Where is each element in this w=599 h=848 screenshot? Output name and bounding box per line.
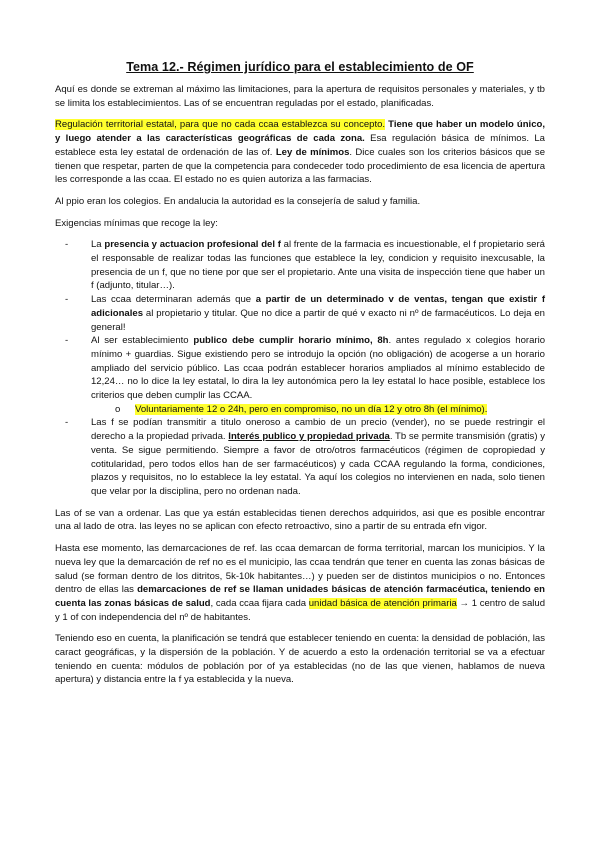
document-title: Tema 12.- Régimen jurídico para el establecimiento de OF xyxy=(126,60,474,74)
text-run: Al ser establecimiento xyxy=(91,335,189,347)
list-item xyxy=(55,334,545,416)
highlighted-text: Regulación territorial estatal, para que no cada ccaa establezca su concepto. xyxy=(55,119,386,131)
text-run: al propietario y titular. Que no dice a partir de qué v exacto ni nº de farmacéuticos. Lo deja en general! xyxy=(91,307,545,333)
paragraph-ordenar: Las of se van a ordenar. Las que ya están establecidas tienen derechos adquiridos, asi que es posible encontrar una al lado de otra. las leyes no se aplican con efecto retroactivo, sino a partir de su entrada efn vigor. xyxy=(55,507,545,533)
text-run: , cada ccaa fijara cada xyxy=(210,597,307,609)
bold-text: publico debe cumplir horario mínimo, 8h xyxy=(193,335,389,347)
bold-text: presencia y actuacion profesional del f xyxy=(104,239,281,251)
document-page xyxy=(55,60,545,695)
list-item xyxy=(55,293,545,334)
text-run: Hasta ese momento, las demarcaciones de ref. las ccaa demarcan de forma territorial, marcan los municipios. Y la nueva ley que la demarcación de ref no es el municipio, las ccaa tendrán que tener en cuenta las zonas básicas de salud (se forman dentro de los ditritos, 5k-10k habitantes…) y pueden ser de distintos municipios o no. Entonces dentro de ellas las xyxy=(55,543,545,596)
highlighted-text: unidad básica de atención primaria xyxy=(308,597,457,609)
highlighted-text: Voluntariamente 12 o 24h, pero en compromiso, no un día 12 y otro 8h (el mínimo). xyxy=(135,403,488,415)
bold-text: demarcaciones de ref se llaman unidades básicas de atención farmacéutica, teniendo en cuenta las zonas básicas de salud xyxy=(55,584,546,609)
paragraph-colegios: Al ppio eran los colegios. En andalucia la autoridad es la consejería de salud y familia. xyxy=(55,195,421,207)
text-run: . antes regulado x colegios horario mínimo + guardias. Sigue existiendo pero se introdujo la opción (no obligación) de acogerse a un horario ampliado del servicio público. Las ccaa podrán establecer horarios ampliados al mínimo establecido de 12,24… no lo dice la ley estatal, lo dira la ley autonómica pero la ley estatal lo hace posible, establece los criterios que deben cumplir las CCAA. xyxy=(91,335,546,402)
text-run: Las ccaa determinaran además que xyxy=(91,294,252,306)
paragraph-demarcaciones xyxy=(55,542,545,624)
paragraph-intro: Aquí es donde se extreman al máximo las limitaciones, para la apertura de requisitos personales y materiales, y tb se limita los establecimientos. Las of se encuentran reguladas por el estado, planificadas. xyxy=(55,84,545,109)
bold-text: a partir de un determinado v de ventas, tengan que existir f adicionales xyxy=(91,294,546,319)
list-item xyxy=(55,416,545,498)
bold-text: Ley de mínimos xyxy=(275,146,350,158)
paragraph-regulacion xyxy=(55,118,545,187)
text-run: → 1 centro de salud y 1 of con independencia del nº de habitantes. xyxy=(55,597,546,623)
text-run: . Tb se permite transmisión (gratis) y venta. Se sigue permitiendo. Siempre a favor de otro/otros farmacéuticos (régimen de copropiedad y cotitularidad, pero todos ellos han de ser farmacéuticos) y cada CCAA regulando la forma, condiciones, plazos y requisitos, no lo establece la ley estatal. Ya aquí los colegios no intervienen en nada, solo tienen que velar por la disciplina, pero no ordenan nada. xyxy=(91,431,545,497)
paragraph-planificacion: Teniendo eso en cuenta, la planificación se tendrá que establecer teniendo en cuenta: la densidad de población, las caract geográficas, y la dispersión de la población. Y de acuerdo a esto la ordenación territorial se va a efectuar teniendo en cuenta: módulos de población por of ya establecidas (no de las que vienen, hablamos de nueva apertura) y distancia entre la f ya establecida y la nueva. xyxy=(55,633,545,686)
list-item xyxy=(55,238,545,293)
bold-text: Tiene que haber un modelo único, y luego atender a las características geográficas de cada zona. xyxy=(55,119,545,145)
text-run: . Dice cuales son los criterios básicos que se tienen que respetar, parten de que la competencia para condeceder todo procedimiento de esa licencia de apertura les corresponde a las ccaa. El estado no es quien autoriza a las farmacias. xyxy=(55,146,546,186)
requirements-list xyxy=(55,238,545,498)
text-run: Las f se podían transmitir a titulo oneroso a cambio de un precio (vender), no se puede restringir el derecho a la propiedad privada. xyxy=(91,417,545,443)
text-run: al frente de la farmacia es incuestionable, el f propietario será el responsable de realizar todas las funciones que establece la ley, condicion y requisito inexcusable, la presencia de un f, que no tiene por que ser el propietario. Ante una visita de inspección tiene que haber un f (adjunto, titular…). xyxy=(91,239,545,292)
sub-list-item xyxy=(109,403,545,417)
bold-underlined-text: Interés publico y propiedad privada xyxy=(228,431,390,443)
text-run: La xyxy=(91,239,102,251)
paragraph-exigencias: Exigencias mínimas que recoge la ley: xyxy=(55,217,218,229)
sub-list xyxy=(91,403,545,417)
text-run: Esa regulación básica de mínimos. La establece esta ley estatal de ordenación de las of. xyxy=(55,133,545,158)
